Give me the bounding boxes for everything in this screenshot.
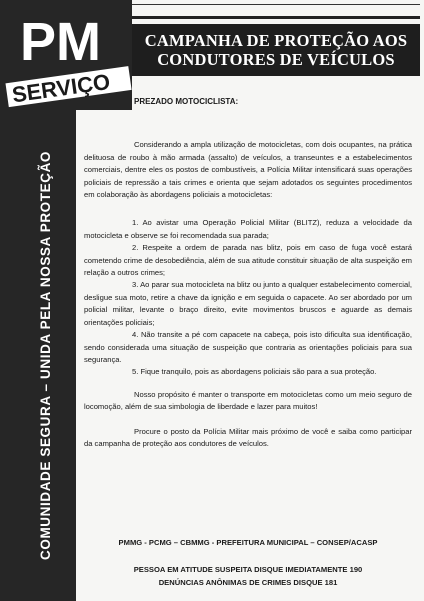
list-item: 4. Não transite a pé com capacete na cabeça, pois isto dificulta sua identificação, sendo considerada uma situação de suspeição que contraria as orientações policiais para sua segurança. [84, 330, 412, 364]
closing-paragraph: Procure o posto da Polícia Militar mais próximo de você e saiba como participar da campanha de proteção aos condutores de veículos. [84, 426, 412, 448]
anonymous-tip-notice: DENÚNCIAS ANÔNIMAS DE CRIMES DISQUE 181 [158, 578, 338, 587]
emergency-notice: PESSOA EM ATITUDE SUSPEITA DISQUE IMEDIATAMENTE 190 [133, 565, 363, 574]
top-rule-thin [132, 4, 420, 5]
pm-servico-logo [0, 0, 132, 110]
purpose-paragraph: Nosso propósito é manter o transporte em motocicletas como um meio seguro de locomoção, além de sua simbologia de liberdade e lazer para muitos! [84, 389, 412, 412]
top-rule-thick [132, 16, 420, 19]
sidebar-slogan: COMUNIDADE SEGURA – UNIDA PELA NOSSA PROTEÇÃO [38, 150, 53, 560]
list-item: 1. Ao avistar uma Operação Policial Militar (BLITZ), reduza a velocidade da motocicleta e observe se foi recomendada sua parada; [84, 218, 412, 240]
intro-paragraph: Considerando a ampla utilização de motocicletas, com dois ocupantes, na prática delituosa de roubo à mão armada (assalto) de veículos, a transeuntes e a estabelecimentos comerciais, dentre eles os postos de combustíveis, a Polícia Militar intensificará suas operações policiais de repressão a tais crimes e orienta que sejam adotados os seguintes procedimentos em colaboração às abordagens policiais a motocicletas: [84, 140, 412, 200]
logo-pm-text: PM [20, 12, 101, 72]
list-item: 2. Respeite a ordem de parada nas blitz, pois em caso de fuga você estará cometendo crime de desobediência, além de sua atitude constituir situação de alta suspeição em relação a outros crimes; [84, 243, 412, 278]
organizations-line: PMMG - PCMG – CBMMG - PREFEITURA MUNICIPAL – CONSEP/ACASP [118, 538, 378, 547]
list-item: 3. Ao parar sua motocicleta na blitz ou junto a qualquer estabelecimento comercial, desligue sua moto, retire a chave da ignição e em seguida o capacete. Ao ser abordado por um policial militar, levante o braço direito, evite movimentos bruscos e aguarde as demais orientações policiais; [84, 280, 412, 327]
salutation: PREZADO MOTOCICLISTA: [134, 97, 239, 106]
header-title-line1: CAMPANHA DE PROTEÇÃO AOS [144, 31, 408, 50]
list-item: 5. Fique tranquilo, pois as abordagens policiais são para a sua proteção. [132, 367, 377, 377]
letter-body [84, 96, 412, 456]
logo-servico-text: SERVIÇO [10, 68, 112, 108]
header-banner [132, 24, 420, 76]
header-title-line2: CONDUTORES DE VEÍCULOS [157, 50, 395, 69]
